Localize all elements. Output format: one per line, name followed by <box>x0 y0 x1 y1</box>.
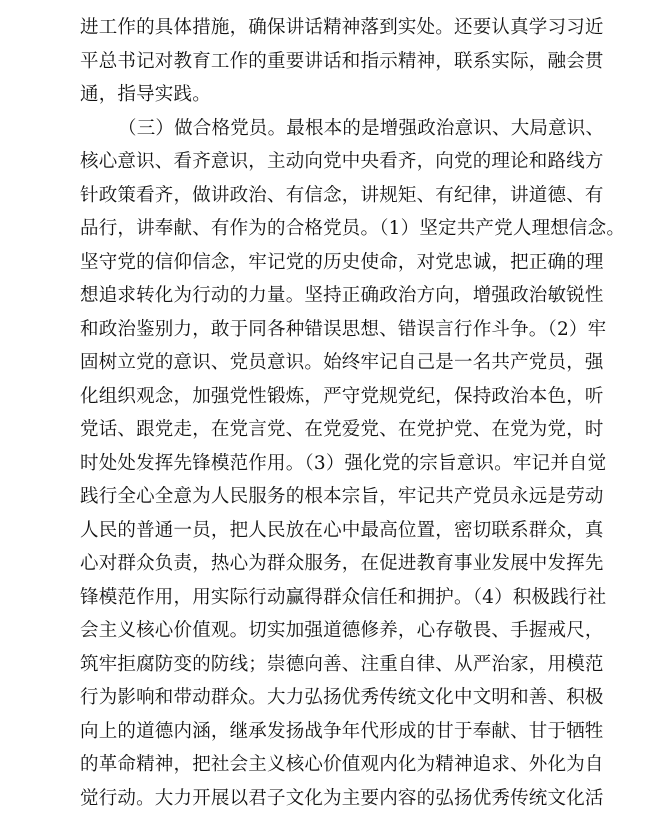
text-line: 行为影响和带动群众。大力弘扬优秀传统文化中文明和善、积极 <box>80 681 600 715</box>
text-line: 想追求转化为行动的力量。坚持正确政治方向，增强政治敏锐性 <box>80 279 600 313</box>
text-line: 化组织观念，加强党性锻炼，严守党规党纪，保持政治本色，听 <box>80 380 600 414</box>
text-line: 筑牢拒腐防变的防线；崇德向善、注重自律、从严治家，用模范 <box>80 648 600 682</box>
text-line: 进工作的具体措施，确保讲话精神落到实处。还要认真学习习近 <box>80 11 600 45</box>
text-line: 会主义核心价值观。切实加强道德修养，心存敬畏、手握戒尺， <box>80 614 600 648</box>
text-line: 党话、跟党走，在党言党、在党爱党、在党护党、在党为党，时 <box>80 413 600 447</box>
body-text <box>80 11 600 815</box>
text-line: 通，指导实践。 <box>80 78 600 112</box>
text-line: 固树立党的意识、党员意识。始终牢记自己是一名共产党员，强 <box>80 346 600 380</box>
text-line: 坚守党的信仰信念，牢记党的历史使命，对党忠诚，把正确的理 <box>80 246 600 280</box>
text-line: 觉行动。大力开展以君子文化为主要内容的弘扬优秀传统文化活 <box>80 782 600 815</box>
text-line: 的革命精神，把社会主义核心价值观内化为精神追求、外化为自 <box>80 748 600 782</box>
text-line: 时处处发挥先锋模范作用。（3）强化党的宗旨意识。牢记并自觉 <box>80 447 600 481</box>
text-line: 核心意识、看齐意识，主动向党中央看齐，向党的理论和路线方 <box>80 145 600 179</box>
text-line: 践行全心全意为人民服务的根本宗旨，牢记共产党员永远是劳动 <box>80 480 600 514</box>
text-line: 平总书记对教育工作的重要讲话和指示精神，联系实际，融会贯 <box>80 45 600 79</box>
text-line: 人民的普通一员，把人民放在心中最高位置，密切联系群众，真 <box>80 514 600 548</box>
text-line: 心对群众负责，热心为群众服务，在促进教育事业发展中发挥先 <box>80 547 600 581</box>
text-line: 锋模范作用，用实际行动赢得群众信任和拥护。（4）积极践行社 <box>80 581 600 615</box>
text-line: 向上的道德内涵，继承发扬战争年代形成的甘于奉献、甘于牺牲 <box>80 715 600 749</box>
section-heading-line: （三）做合格党员。最根本的是增强政治意识、大局意识、 <box>80 112 600 146</box>
text-line: 和政治鉴别力，敢于同各种错误思想、错误言行作斗争。（2）牢 <box>80 313 600 347</box>
text-line: 针政策看齐，做讲政治、有信念，讲规矩、有纪律，讲道德、有 <box>80 179 600 213</box>
text-line: 品行，讲奉献、有作为的合格党员。（1）坚定共产党人理想信念。 <box>80 212 600 246</box>
